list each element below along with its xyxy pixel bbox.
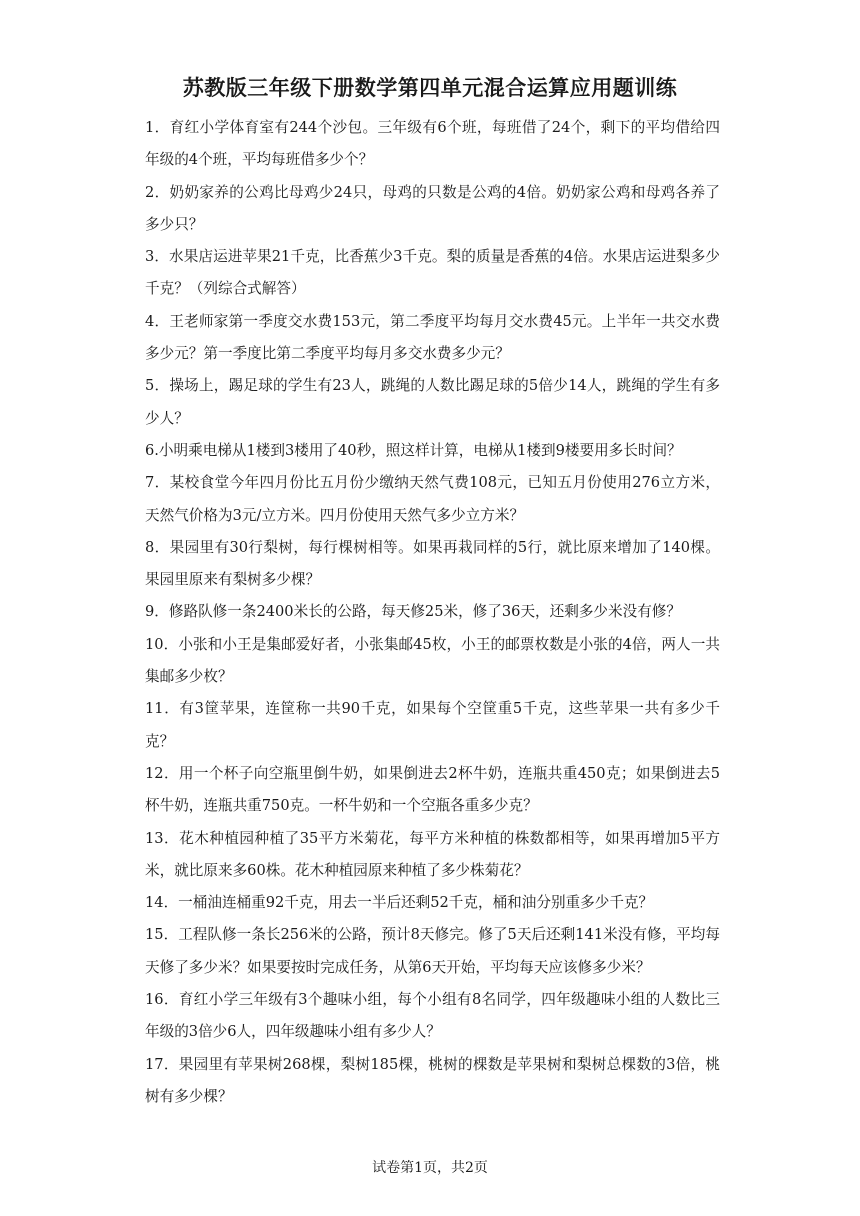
question-12: 12．用一个杯子向空瓶里倒牛奶，如果倒进去2杯牛奶，连瓶共重450克；如果倒进去5杯牛奶，连瓶共重750克。一杯牛奶和一个空瓶各重多少克？ [145, 764, 720, 815]
question-14: 14．一桶油连桶重92千克，用去一半后还剩52千克，桶和油分别重多少千克？ [145, 894, 654, 912]
question-list [145, 112, 720, 1113]
question-5: 5．操场上，踢足球的学生有23人，跳绳的人数比踢足球的5倍少14人，跳绳的学生有多少人？ [145, 377, 720, 427]
question-17: 17．果园里有苹果树268棵，梨树185棵，桃树的棵数是苹果树和梨树总棵数的3倍，桃树有多少棵？ [145, 1055, 720, 1105]
question-8: 8．果园里有30行梨树，每行棵树相等。如果再栽同样的5行，就比原来增加了140棵。果园里原来有梨树多少棵？ [145, 538, 720, 589]
question-13: 13．花木种植园种植了35平方米菊花，每平方米种植的株数都相等，如果再增加5平方米，就比原来多60株。花木种植园原来种植了多少株菊花？ [145, 829, 720, 879]
page-title: 苏教版三年级下册数学第四单元混合运算应用题训练 [182, 76, 678, 100]
page-footer: 试卷第1页，共2页 [372, 1160, 488, 1176]
question-9: 9．修路队修一条2400米长的公路，每天修25米，修了36天，还剩多少米没有修？ [145, 603, 681, 621]
question-3: 3．水果店运进苹果21千克，比香蕉少3千克。梨的质量是香蕉的4倍。水果店运进梨多少千克？（列综合式解答） [145, 248, 720, 298]
question-1: 1．育红小学体育室有244个沙包。三年级有6个班，每班借了24个，剩下的平均借给四年级的4个班，平均每班借多少个？ [145, 119, 720, 169]
question-6: 6.小明乘电梯从1楼到3楼用了40秒，照这样计算，电梯从1楼到9楼要用多长时间？ [145, 441, 682, 459]
question-7: 7．某校食堂今年四月份比五月份少缴纳天然气费108元，已知五月份使用276立方米，天然气价格为3元/立方米。四月份使用天然气多少立方米？ [145, 474, 720, 524]
question-2: 2．奶奶家养的公鸡比母鸡少24只，母鸡的只数是公鸡的4倍。奶奶家公鸡和母鸡各养了多少只？ [145, 183, 720, 233]
question-11: 11．有3筐苹果，连筐称一共90千克，如果每个空筐重5千克，这些苹果一共有多少千克？ [145, 700, 720, 750]
question-10: 10．小张和小王是集邮爱好者，小张集邮45枚，小王的邮票枚数是小张的4倍，两人一共集邮多少枚？ [145, 635, 720, 686]
question-15: 15．工程队修一条长256米的公路，预计8天修完。修了5天后还剩141米没有修，平均每天修了多少米？如果要按时完成任务，从第6天开始，平均每天应该修多少米？ [145, 926, 720, 976]
question-16: 16．育红小学三年级有3个趣味小组，每个小组有8名同学，四年级趣味小组的人数比三年级的3倍少6人，四年级趣味小组有多少人？ [145, 991, 720, 1041]
question-4: 4．王老师家第一季度交水费153元，第二季度平均每月交水费45元。上半年一共交水费多少元？第一季度比第二季度平均每月多交水费多少元？ [145, 312, 720, 363]
